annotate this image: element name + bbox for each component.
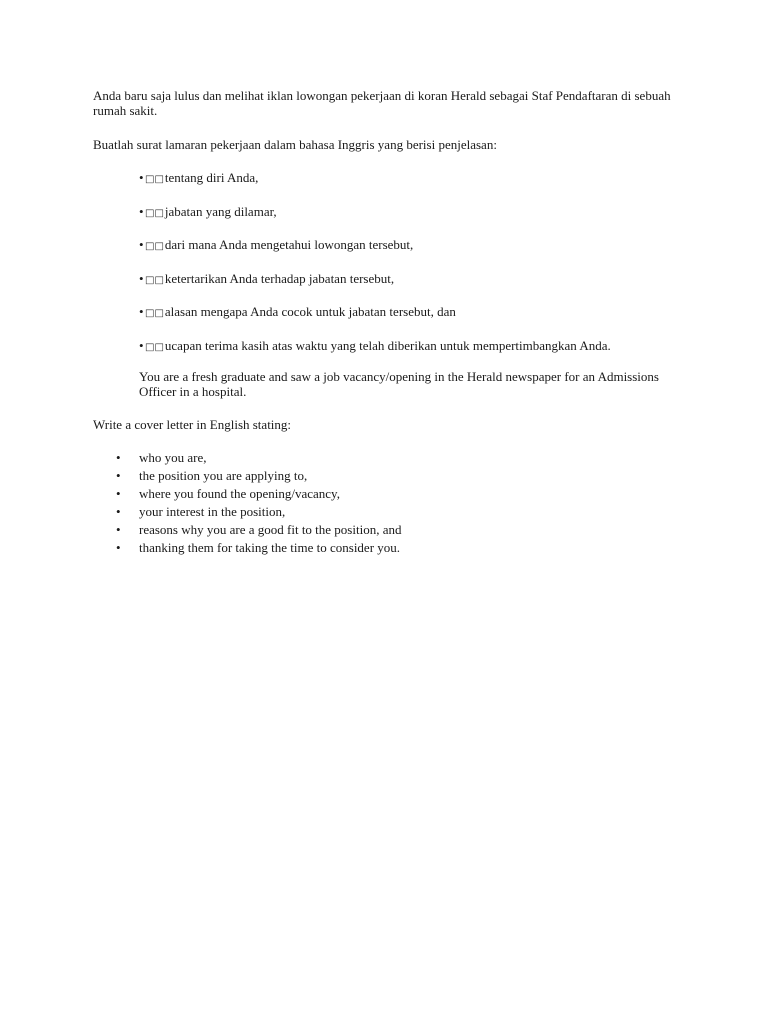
list-item-text: the position you are applying to,	[139, 468, 308, 483]
indonesian-instruction-paragraph: Buatlah surat lamaran pekerjaan dalam bahasa Inggris yang berisi penjelasan:	[93, 137, 497, 152]
list-item	[116, 486, 676, 504]
list-item	[139, 204, 699, 238]
english-instruction-paragraph: Write a cover letter in English stating:	[93, 417, 292, 432]
bullet-icon: •	[116, 486, 121, 501]
list-item-text: your interest in the position,	[139, 504, 286, 519]
list-item-text: thanking them for taking the time to consider you.	[139, 540, 401, 555]
list-item	[139, 271, 699, 305]
list-item-text: ketertarikan Anda terhadap jabatan tersebut,	[164, 270, 395, 286]
missing-glyph-boxes: □□	[145, 174, 164, 185]
missing-glyph-boxes: □□	[145, 341, 164, 353]
bullet-icon: •	[116, 468, 121, 483]
list-item-text: alasan mengapa Anda cocok untuk jabatan tersebut, dan	[164, 304, 456, 319]
missing-glyph-boxes: □□	[145, 308, 164, 319]
missing-glyph-boxes: □□	[145, 241, 164, 252]
bullet-icon: •	[139, 237, 144, 252]
list-item	[139, 304, 699, 338]
list-item	[116, 540, 676, 558]
list-item	[139, 237, 699, 271]
list-item-text: where you found the opening/vacancy,	[139, 486, 340, 501]
english-intro-paragraph: You are a fresh graduate and saw a job vacancy/opening in the Herald newspaper for an Admissions Officer in a hospital.	[139, 369, 659, 399]
missing-glyph-boxes: □□	[145, 274, 164, 286]
list-item-text: ucapan terima kasih atas waktu yang telah diberikan untuk mempertimbangkan Anda.	[164, 337, 611, 353]
english-bullet-list	[116, 450, 676, 558]
bullet-icon: •	[139, 170, 144, 185]
bullet-icon: •	[116, 522, 121, 537]
list-item	[116, 468, 676, 486]
bullet-icon: •	[116, 540, 121, 555]
bullet-icon: •	[116, 504, 121, 519]
bullet-icon: •	[116, 450, 121, 465]
bullet-icon: •	[139, 203, 144, 219]
list-item	[116, 450, 676, 468]
list-item	[139, 170, 699, 204]
list-item	[139, 338, 699, 372]
list-item-text: tentang diri Anda,	[164, 170, 259, 185]
list-item-text: reasons why you are a good fit to the position, and	[139, 522, 402, 537]
bullet-icon: •	[139, 337, 144, 353]
list-item	[116, 504, 676, 522]
missing-glyph-boxes: □□	[145, 207, 164, 219]
bullet-icon: •	[139, 304, 144, 319]
list-item	[116, 522, 676, 540]
indonesian-intro-paragraph: Anda baru saja lulus dan melihat iklan lowongan pekerjaan di koran Herald sebagai Staf Pendaftaran di sebuah rumah sakit.	[93, 88, 671, 118]
bullet-icon: •	[139, 270, 144, 286]
list-item-text: dari mana Anda mengetahui lowongan tersebut,	[164, 237, 414, 252]
list-item-text: jabatan yang dilamar,	[164, 203, 277, 219]
indonesian-bullet-list	[139, 170, 699, 371]
list-item-text: who you are,	[139, 450, 207, 465]
